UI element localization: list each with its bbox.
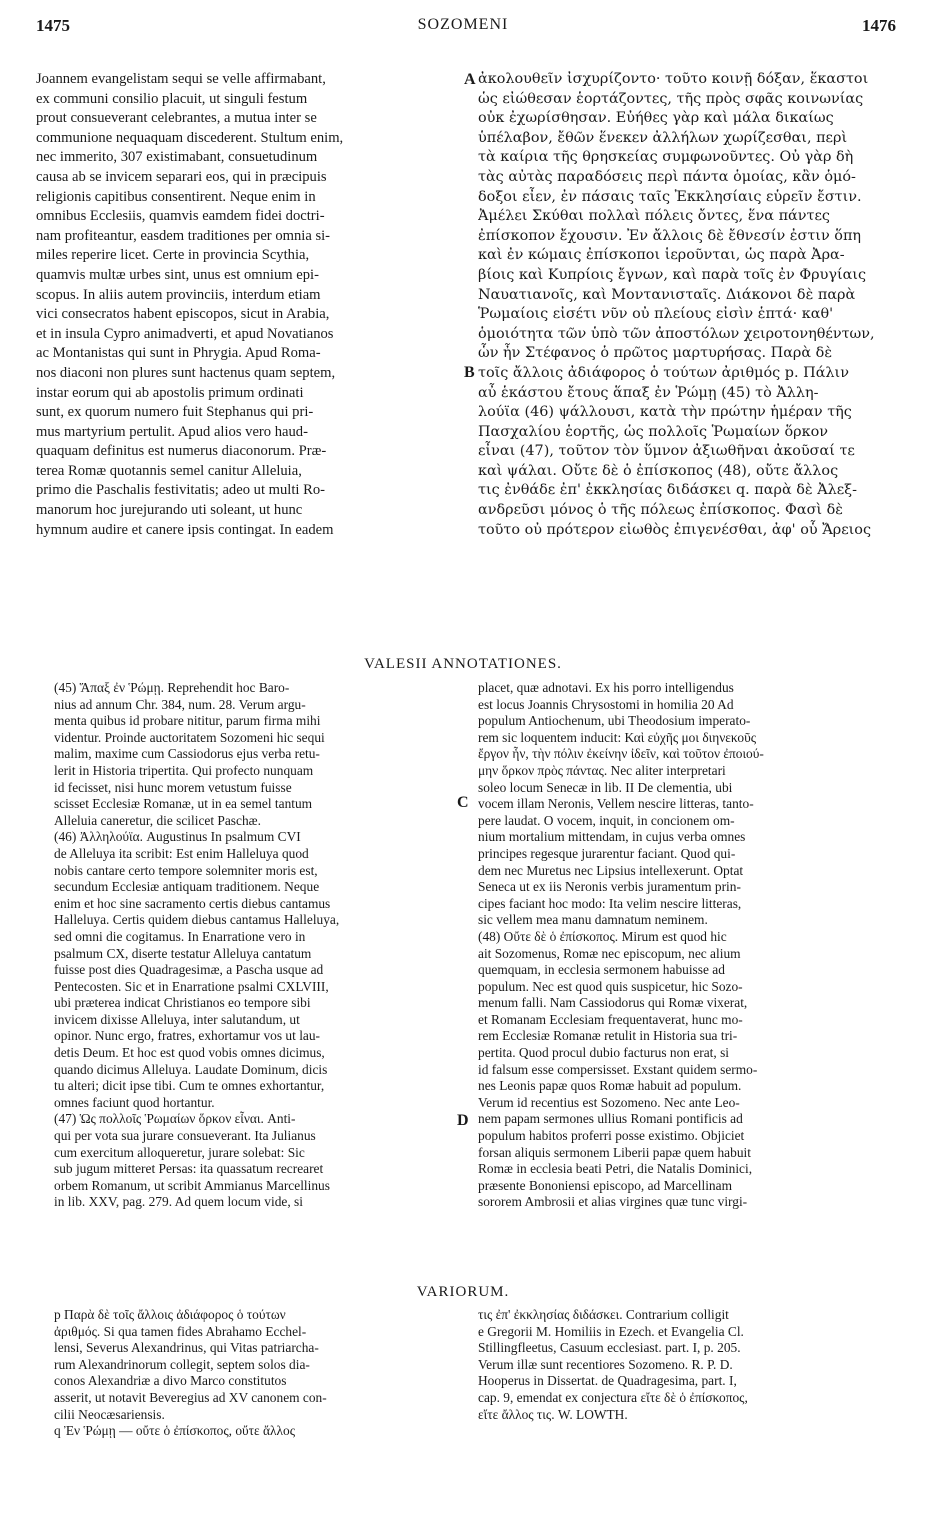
text-line: pertita. Quod procul dubio facturus non erat, si — [478, 1045, 730, 1061]
main-greek-column — [478, 70, 898, 540]
text-line: βίοις καὶ Κυπρίοις ἔγνων, καὶ παρὰ τοῖς ἐν Φρυγίαις — [478, 266, 867, 283]
text-line: omnibus Ecclesiis, quamvis eamdem fidei doctri- — [36, 208, 325, 225]
text-line: cipes faciant hoc modo: Ita velim nescire litteras, — [478, 895, 742, 911]
text-line: sed omni die cogitamus. In Enarratione vero in — [54, 928, 306, 944]
text-line: scopus. In aliis autem provinciis, interdum etiam — [36, 286, 321, 303]
text-line: ὁμοιότητα τῶν ὑπὸ τῶν ἀποστόλων χειροτονηθέντων, — [478, 325, 875, 342]
text-line: quaquam definitus est numerus diaconorum. Præ- — [36, 443, 327, 460]
text-line: Romæ in ecclesia beati Petri, die Natalis Dominici, — [478, 1161, 753, 1177]
text-line: rem Ecclesiæ Romanæ retulit in Historia sua tri- — [478, 1028, 738, 1044]
text-line: (46) Ἀλληλούϊα. Augustinus In psalmum CVI — [54, 829, 301, 845]
text-line: καὶ ψάλαι. Οὔτε δὲ ὁ ἐπίσκοπος (48), οὔτε ἄλλος — [478, 462, 839, 479]
text-line: videntur. Proinde auctoritatem Sozomeni hic sequi — [54, 729, 325, 745]
text-line: nius ad annum Chr. 384, num. 28. Verum argu- — [54, 696, 306, 712]
text-line: αὖ ἑκάστου ἔτους ἅπαξ ἐν Ῥώμῃ (45) τὸ Ἀλλη- — [478, 384, 819, 401]
text-line: scisset Ecclesiæ Romanæ, ut in ea semel tantum — [54, 796, 313, 812]
text-line: dem nec Muretus nec Lipsius intellexerunt. Optat — [478, 862, 744, 878]
text-line: instar eorum qui ab apostolis primum ordinati — [36, 384, 304, 401]
text-line: conos Alexandriæ a divo Marco constitutos — [54, 1373, 287, 1389]
text-line: opinor. Nunc ergo, fratres, exhortamur vos ut lau- — [54, 1028, 321, 1044]
variorum-notes-left — [54, 1307, 452, 1440]
text-line: ubi præterea indicat Christianos eo tempore sibi — [54, 995, 311, 1011]
text-line: (45) Ἅπαξ ἐν Ῥώμῃ. Reprehendit hoc Baro- — [54, 680, 290, 695]
text-line: (48) Οὔτε δὲ ὁ ἐπίσκοπος. Mirum est quod hic — [478, 928, 727, 944]
text-line: Ναυατιανοῖς, καὶ Μοντανισταῖς. Διάκονοι δὲ παρὰ — [478, 286, 856, 303]
text-line: τις ἐπ' ἐκκλησίας διδάσκει. Contrarium colligit — [478, 1307, 729, 1322]
text-line: sub jugum mitteret Persas: ita quassatum recrearet — [54, 1161, 324, 1177]
text-line: λούϊα (46) ψάλλουσι, κατὰ τὴν πρώτην ἡμέραν τῆς — [478, 404, 852, 421]
text-line: nem papam sermones ullius Romani pontificis ad — [478, 1111, 743, 1127]
text-line: menum falli. Nam Cassiodorus qui Romæ vixerat, — [478, 995, 748, 1011]
text-line: nobis cantare certo tempore solemniter moris est, — [54, 862, 318, 878]
text-line: populum. Nec est quod quis suspicetur, hic Sozo- — [478, 978, 743, 994]
text-line: forsan aliquis sermonem Liberii papæ quem habuit — [478, 1144, 751, 1160]
text-line: Stillingfleetus, Casuum ecclesiast. part. I, p. 205. — [478, 1340, 741, 1356]
text-line: populum Antiochenum, ubi Theodosium imperato- — [478, 713, 751, 729]
text-line: Hooperus in Dissertat. de Quadragesima, part. I, — [478, 1373, 737, 1389]
text-line: cilii Neocæsariensis. — [54, 1406, 165, 1422]
text-line: enim et hoc sine sacramento certis diebus cantamus — [54, 895, 331, 911]
text-line: terea Romæ quotannis semel canitur Alleluia, — [36, 462, 302, 479]
text-line: ὧν ἦν Στέφανος ὁ πρῶτος μαρτυρήσας. Παρὰ δὲ — [478, 345, 833, 362]
text-line: malim, maxime cum Cassiodorus ejus verba retu- — [54, 746, 320, 762]
text-line: μην ὅρκον πρὸς πάντας. Nec aliter interpretari — [478, 762, 726, 778]
text-line: ανδρεῦσι μόνος ὁ τῆς πόλεως ἐπίσκοπος. Φασὶ δὲ — [478, 502, 843, 519]
text-line: ac Montanistas qui sunt in Phrygia. Apud Roma- — [36, 345, 321, 362]
text-line: Seneca ut ex iis Neronis verbis juramentum prin- — [478, 879, 741, 895]
text-line: ὡς εἰώθεσαν ἑορτάζοντες, τῆς πρὸς σφᾶς κοινωνίας — [478, 90, 864, 107]
text-line: id falsum esse compersisset. Exstant quidem sermo- — [478, 1061, 758, 1077]
text-line: τοῖς ἄλλοις ἀδιάφορος ὁ τούτων ἀριθμός p. Πάλιν — [478, 364, 849, 381]
text-line: secundum Ecclesiæ antiquam traditionem. Neque — [54, 879, 320, 895]
text-line: Verum illæ sunt recentiores Sozomeno. R. P. D. — [478, 1356, 733, 1372]
page-number-right: 1476 — [862, 16, 896, 35]
text-line: ὑπέλαβον, ἔθῶν ἕνεκεν ἀλλήλων χωρίζεσθαι, περὶ — [478, 129, 848, 146]
text-line: communione nequaquam discederent. Stultum enim, — [36, 129, 344, 146]
text-line: εἴτε ἄλλος τις. W. LOWTH. — [478, 1406, 628, 1422]
text-line: religionis capitibus consentirent. Neque enim in — [36, 188, 316, 205]
text-line: primo die Paschalis festivitatis; adeo ut multi Ro- — [36, 482, 325, 499]
text-line: ἀριθμός. Si qua tamen fides Abrahamo Ecchel- — [54, 1323, 307, 1339]
text-line: quamvis multæ urbes sint, unus est omnium epi- — [36, 266, 319, 283]
text-line: (47) Ὡς πολλοῖς Ῥωμαίων ὅρκον εἶναι. Anti- — [54, 1111, 296, 1127]
text-line: rem sic loquentem inducit: Καὶ εὐχῆς μοι διηνεκοῦς — [478, 729, 757, 745]
text-line: mus martyrium pertulit. Apud alios vero haud- — [36, 423, 308, 440]
main-latin-column — [36, 70, 461, 540]
text-line: in lib. XXV, pag. 279. Ad quem locum vide, si — [54, 1194, 303, 1210]
text-line: invicem dixisse Alleluya, inter salutandum, ut — [54, 1011, 300, 1027]
text-line: id fecisset, nisi hunc morem vetustum fuisse — [54, 779, 292, 795]
text-line: Alleluia caneretur, die scilicet Paschæ. — [54, 812, 261, 828]
text-line: prout consueverant celebrantes, a mutua inter se — [36, 110, 317, 127]
page-number-left: 1475 — [36, 16, 70, 35]
text-line: Verum id recentius est Sozomeno. Nec ante Leo- — [478, 1094, 740, 1110]
text-line: e Gregorii M. Homiliis in Ezech. et Evangelia Cl. — [478, 1323, 744, 1339]
text-line: asserit, ut notavit Beveregius ad XV canonem con- — [54, 1389, 327, 1405]
text-line: orbem Romanum, ut scribit Ammianus Marcellinus — [54, 1177, 330, 1193]
text-line: de Alleluya ita scribit: Est enim Halleluya quod — [54, 845, 309, 861]
text-line: miles reperire licet. Certe in provincia Scythia, — [36, 247, 310, 264]
text-line: populum habitos proferri posse existimo. Objiciet — [478, 1128, 745, 1144]
text-line: soleo locum Senecæ in lib. II De clementia, ubi — [478, 779, 733, 795]
text-line: pere laudat. O vocem, inquit, in concionem om- — [478, 812, 735, 828]
text-line: lerit in Historia tripertita. Qui profecto nunquam — [54, 762, 314, 778]
section-marker-a: A — [464, 71, 476, 88]
text-line: ex communi consilio placuit, ut singuli festum — [36, 90, 308, 107]
section-marker-b: B — [464, 364, 475, 381]
text-line: nec immerito, 307 existimabant, consuetudinum — [36, 149, 318, 166]
text-line: nes Leonis papæ quos Romæ habuit ad populum. — [478, 1078, 742, 1094]
text-line: sororem Ambrosii et alias virgines quæ tunc virgi- — [478, 1194, 748, 1210]
text-line: τοῦτο οὐ πρότερον εἰωθὸς ἐπιγενέσθαι, ἀφ' οὗ Ἄρειος — [478, 521, 872, 538]
text-line: τις ἐνθάδε ἐπ' ἐκκλησίας διδάσκει q. παρὰ δὲ Ἀλεξ- — [478, 482, 857, 499]
text-line: cap. 9, emendat ex conjectura εἴτε δὲ ὁ ἐπίσκοπος, — [478, 1389, 748, 1405]
text-line: tu alteri; dicit ipse tibi. Cum te omnes exhortantur, — [54, 1078, 325, 1094]
text-line: principes regesque jurarentur faciant. Quod qui- — [478, 845, 736, 861]
valesii-heading: VALESII ANNOTATIONES. — [364, 656, 562, 672]
text-line: vici consecratos habent episcopos, sicut in Arabia, — [36, 306, 330, 323]
text-line: quemquam, in ecclesia sermonem habuisse ad — [478, 962, 725, 978]
variorum-heading: VARIORUM. — [416, 1284, 510, 1300]
text-line: εἶναι (47), τοῦτον τὸν ὕμνον ἀξιωθῆναι ἀκοῦσαί τε — [478, 443, 855, 460]
text-line: cum exercitum alloqueretur, jurare solebat: Sic — [54, 1144, 305, 1160]
text-line: Pentecosten. Sic et in Enarratione psalmi CXLVIII, — [54, 978, 329, 994]
text-line: rum Alexandrinorum collegit, septem solos dia- — [54, 1356, 310, 1372]
text-line: τὰς αὐτὰς παραδόσεις περὶ πάντα ὁμοίας, κἂν ὁμό- — [478, 168, 856, 185]
text-line: sunt, ex quorum numero fuit Stephanus qui pri- — [36, 404, 314, 421]
text-line: et in insula Cypro animadverti, et apud Novatianos — [36, 325, 334, 342]
text-line: quando dicimus Alleluya. Laudate Dominum, dicis — [54, 1061, 328, 1077]
text-line: nam profiteantur, easdem traditiones per omnia si- — [36, 227, 331, 244]
text-line: omnes faciunt quod hortantur. — [54, 1094, 215, 1110]
section-marker-c: C — [457, 794, 469, 811]
text-line: Ἀμέλει Σκύθαι πολλαὶ πόλεις ὄντες, ἕνα πάντες — [478, 208, 830, 225]
text-line: καὶ ἐν κώμαις ἐπίσκοποι ἱερoῦνται, ὡς παρὰ Ἀρα- — [478, 247, 845, 264]
text-line: placet, quæ adnotavi. Ex his porro intelligendus — [478, 680, 734, 695]
text-line: lensi, Severus Alexandrinus, qui Vitas patriarcha- — [54, 1340, 319, 1356]
text-line: psalmum CX, diserte testatur Alleluya cantatum — [54, 945, 312, 961]
text-line: detis Deum. Et hoc est quod vobis omnes dicimus, — [54, 1045, 325, 1061]
text-line: Ῥωμαίοις εἰσέτι νῦν οὐ πλείους εἰσὶν ἑπτά· καθ' — [478, 306, 834, 323]
text-line: causa ab se invicem separari eos, qui in præcipuis — [36, 168, 327, 185]
text-line: Halleluya. Certis quidem diebus cantamus Halleluya, — [54, 912, 340, 928]
running-title: SOZOMENI — [417, 16, 509, 33]
text-line: præsente Bononiensi episcopo, ad Marcellinam — [478, 1177, 732, 1193]
section-marker-d: D — [457, 1112, 469, 1129]
text-line: ἀκολουθεῖν ἰσχυρίζοντο· τοῦτο κοινῇ δόξαν, ἕκαστοι — [478, 71, 869, 87]
text-line: ἐπίσκοπον ἔχουσιν. Ἐν ἄλλοις δὲ ἔθνεσίν ἐστιν ὅπη — [478, 227, 862, 244]
variorum-notes-right — [478, 1307, 898, 1423]
text-line: ἔργον ἦν, τὴν πόλιν ἐκείνην ἰδεῖν, καὶ τοῦτον ἐποιού- — [478, 746, 764, 762]
text-line: p Παρὰ δὲ τοῖς ἄλλοις ἀδιάφορος ὁ τούτων — [54, 1307, 286, 1322]
text-line: nium mortalium mittendam, in cujus verba omnes — [478, 829, 746, 845]
text-line: ait Sozomenus, Romæ nec episcopum, nec alium — [478, 945, 741, 961]
text-line: vocem illam Neronis, Vellem nescire litteras, tanto- — [478, 796, 754, 812]
text-line: sic vellem mea manu damnatum neminem. — [478, 912, 708, 928]
text-line: et Romanam Ecclesiam frequentaverat, hunc mo- — [478, 1011, 743, 1027]
text-line: q Ἐν Ῥώμῃ — οὔτε ὁ ἐπίσκοπος, οὔτε ἄλλος — [54, 1423, 296, 1439]
valesii-notes-left — [54, 680, 452, 1211]
text-line: nos diaconi non plures sunt hactenus quam septem, — [36, 364, 336, 381]
text-line: est locus Joannis Chrysostomi in homilia 20 Ad — [478, 696, 734, 712]
text-line: Joannem evangelistam sequi se velle affirmabant, — [36, 71, 326, 87]
valesii-notes-right — [478, 680, 898, 1211]
text-line: οὐκ ἐχωρίσθησαν. Εὐήθες γὰρ καὶ μάλα δικαίως — [478, 110, 834, 127]
text-line: Πασχαλίου ἑορτῆς, ὡς πολλοῖς Ῥωμαίων ὅρκον — [478, 423, 828, 440]
text-line: manorum hoc jurejurando uti soleant, ut hunc — [36, 502, 303, 519]
text-line: qui per vota sua jurare consueverant. Ita Julianus — [54, 1128, 316, 1144]
text-line: τὰ καίρια τῆς θρησκείας συμφωνοῦντες. Οὐ γὰρ δὴ — [478, 149, 854, 166]
text-line: δοξοι εἶεν, ἐν πάσαις ταῖς Ἐκκλησίαις εὑρεῖν ἔστιν. — [478, 188, 862, 205]
text-line: menta quibus id probare nititur, parum firma mihi — [54, 713, 321, 729]
text-line: hymnum audire et canere ipsis contingat. In eadem — [36, 521, 334, 538]
text-line: fuisse post dies Quadragesimæ, a Pascha usque ad — [54, 962, 324, 978]
